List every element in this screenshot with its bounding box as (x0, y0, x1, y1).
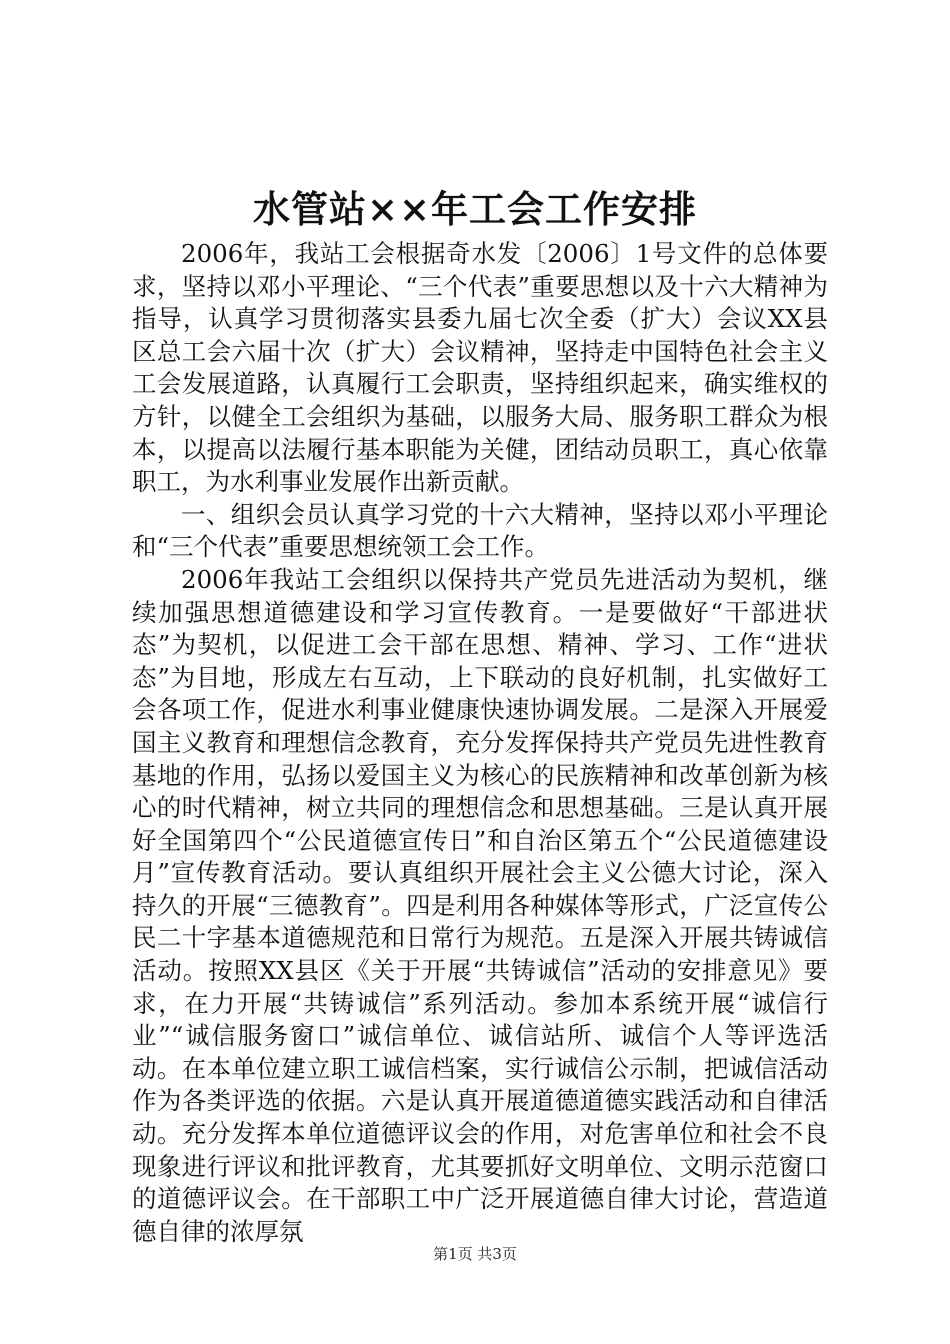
paragraph-section-one-heading: 一、组织会员认真学习党的十六大精神，坚持以邓小平理论和“三个代表”重要思想统领工会工作。 (132, 499, 828, 562)
page-number-footer: 第1页 共3页 (433, 1245, 517, 1263)
document-body (132, 238, 828, 1248)
document-title: 水管站××年工会工作安排 (252, 187, 697, 231)
paragraph-intro: 2006年，我站工会根据奇水发〔2006〕1号文件的总体要求，坚持以邓小平理论、“三个代表”重要思想以及十六大精神为指导，认真学习贯彻落实县委九届七次全委（扩大）会议XX县区总工会六届十次（扩大）会议精神，坚持走中国特色社会主义工会发展道路，认真履行工会职责，坚持组织起来，确实维权的方针，以健全工会组织为基础，以服务大局、服务职工群众为根本，以提高以法履行基本职能为关健，团结动员职工，真心依靠职工，为水利事业发展作出新贡献。 (132, 239, 828, 497)
paragraph-section-one-body: 2006年我站工会组织以保持共产党员先进活动为契机，继续加强思想道德建设和学习宣传教育。一是要做好“干部进状态”为契机，以促进工会干部在思想、精神、学习、工作“进状态”为目地，形成左右互动，上下联动的良好机制，扎实做好工会各项工作，促进水利事业健康快速协调发展。二是深入开展爱国主义教育和理想信念教育，充分发挥保持共产党员先进性教育基地的作用，弘扬以爱国主义为核心的民族精神和改革创新为核心的时代精神，树立共同的理想信念和思想基础。三是认真开展好全国第四个“公民道德宣传日”和自治区第五个“公民道德建设月”宣传教育活动。要认真组织开展社会主义公德大讨论，深入持久的开展“三德教育”。四是利用各种媒体等形式，广泛宣传公民二十字基本道德规范和日常行为规范。五是深入开展共铸诚信活动。按照XX县区《关于开展“共铸诚信”活动的安排意见》要求，在力开展“共铸诚信”系列活动。参加本系统开展“诚信行业”“诚信服务窗口”诚信单位、诚信站所、诚信个人等评选活动。在本单位建立职工诚信档案，实行诚信公示制，把诚信活动作为各类评选的依据。六是认真开展道德道德实践活动和自律活动。充分发挥本单位道德评议会的作用，对危害单位和社会不良现象进行评议和批评教育，尤其要抓好文明单位、文明示范窗口的道德评议会。在干部职工中广泛开展道德自律大讨论，营造道德自律的浓厚氛 (132, 564, 828, 1246)
